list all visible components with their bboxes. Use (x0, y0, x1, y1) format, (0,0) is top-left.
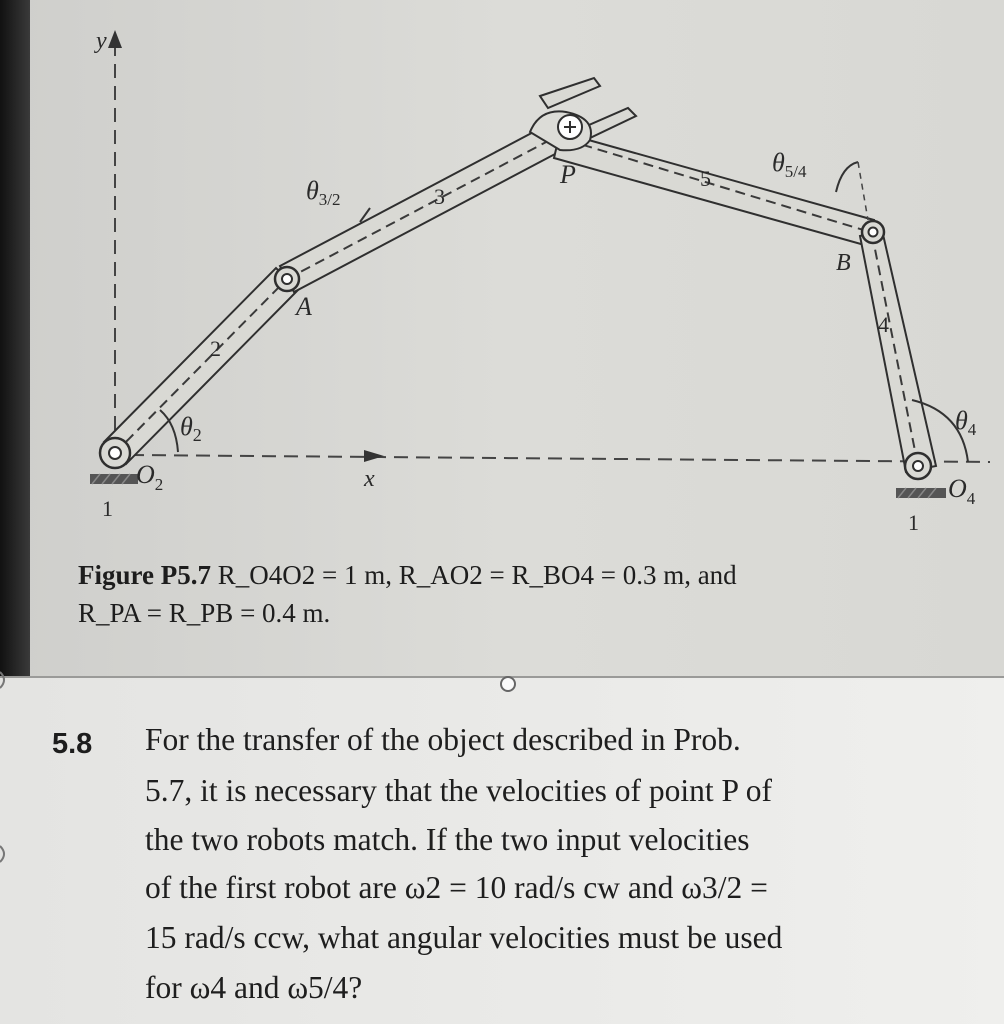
ground-label-right: 1 (908, 510, 919, 535)
problem-line-4: of the first robot are ω2 = 10 rad/s cw and ω3/2 = (145, 870, 768, 905)
link-label-3: 3 (434, 184, 445, 209)
label-theta4-symbol: θ (955, 406, 968, 435)
link-label-2: 2 (210, 336, 221, 361)
joint-B (862, 221, 884, 243)
label-O4-letter: O (948, 474, 967, 503)
label-theta2-sub: 2 (192, 425, 202, 445)
problem-line-1: For the transfer of the object described in Prob. (145, 722, 741, 757)
x-axis-label: x (364, 466, 375, 492)
theta54-ref (858, 162, 868, 220)
figure-caption-label: Figure P5.7 (78, 560, 211, 590)
divider-dot (501, 677, 515, 691)
problem-number: 5.8 (52, 728, 93, 760)
y-axis-arrow (108, 30, 122, 48)
gripper (530, 78, 636, 150)
joint-A (275, 267, 299, 291)
x-axis (130, 455, 990, 462)
figure-caption-line-2: R_PA = R_PB = 0.4 m. (78, 598, 331, 628)
ground-label-left: 1 (102, 496, 113, 521)
joint-P (558, 115, 582, 139)
label-A: A (296, 292, 312, 321)
label-theta4-sub: 4 (967, 420, 977, 439)
label-theta32 (306, 176, 341, 209)
label-O4 (948, 474, 976, 508)
label-P: P (560, 160, 576, 189)
problem-line-6: for ω4 and ω5/4? (145, 970, 363, 1005)
problem-line-5: 15 rad/s ccw, what angular velocities must be used (145, 920, 783, 955)
link-label-5: 5 (700, 166, 711, 191)
y-axis-label: y (96, 28, 107, 54)
x-axis-arrow (364, 450, 384, 462)
theta54-arc (836, 162, 858, 192)
label-theta4 (955, 406, 977, 439)
label-theta54-sub: 5/4 (784, 162, 807, 181)
problem-line-3: the two robots match. If the two input velocities (145, 822, 750, 857)
label-B: B (836, 250, 851, 276)
label-theta54-symbol: θ (772, 148, 785, 177)
label-theta2 (180, 412, 202, 445)
label-O2 (136, 460, 164, 494)
label-O2-sub: 2 (154, 475, 164, 494)
label-theta32-symbol: θ (306, 176, 319, 205)
problem-line-2: 5.7, it is necessary that the velocities of point P of (145, 773, 772, 808)
label-O2-letter: O (136, 460, 155, 489)
link-5 (554, 132, 874, 246)
label-O4-sub: 4 (966, 489, 976, 508)
label-theta2-symbol: θ (180, 412, 193, 441)
figure-caption-text-1: R_O4O2 = 1 m, R_AO2 = R_BO4 = 0.3 m, and (217, 560, 737, 590)
ground-right (896, 488, 946, 498)
ground-left (90, 474, 138, 484)
link-4 (860, 230, 936, 472)
joint-O2 (100, 438, 130, 468)
joint-O4 (905, 453, 931, 479)
label-theta32-sub: 3/2 (318, 190, 341, 209)
link-label-4: 4 (878, 312, 889, 337)
label-theta54 (772, 148, 807, 181)
figure-caption-line-1 (78, 560, 737, 591)
